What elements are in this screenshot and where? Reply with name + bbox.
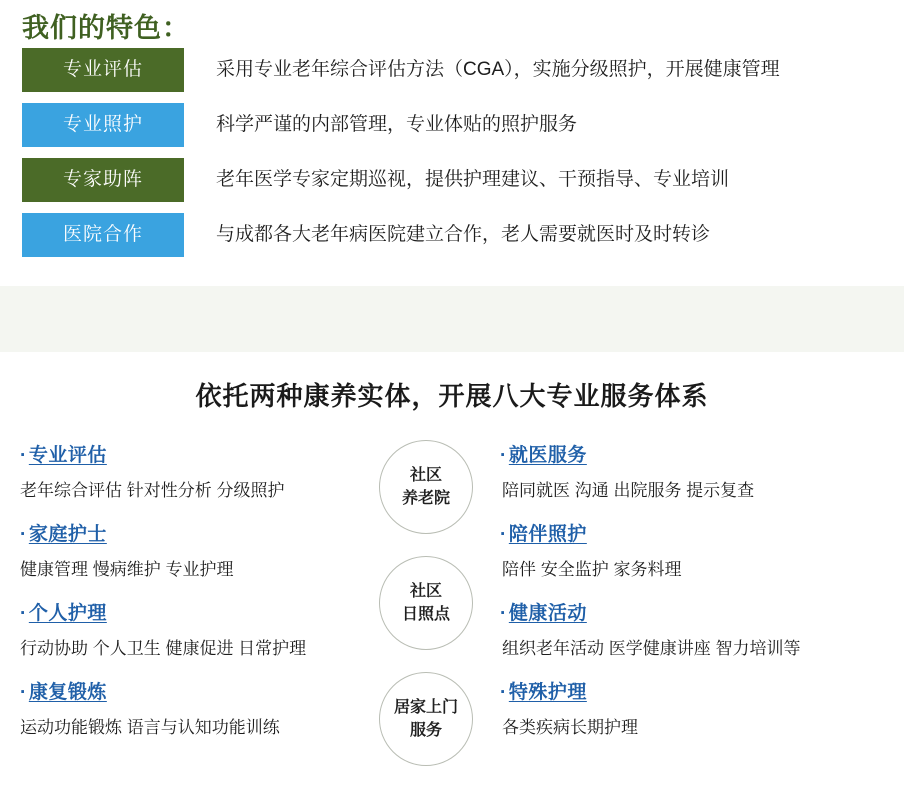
service-items: 陪同就医 沟通 出院服务 提示复查: [502, 481, 755, 500]
feature-row: [22, 213, 882, 268]
entity-line-1: 社区: [409, 466, 442, 484]
entity-circle-column: [379, 440, 479, 788]
bullet-icon: ·: [20, 682, 27, 703]
service-items: 行动协助 个人卫生 健康促进 日常护理: [20, 639, 307, 658]
feature-row: [22, 103, 882, 158]
service-items: 陪伴 安全监护 家务料理: [502, 560, 682, 579]
entity-circle: [379, 440, 473, 534]
service-title: [20, 677, 372, 704]
service-items: 运动功能锻炼 语言与认知功能训练: [20, 718, 280, 737]
service-block: [20, 677, 372, 738]
service-items: 组织老年活动 医学健康讲座 智力培训等: [502, 639, 801, 658]
entity-circle: [379, 672, 473, 766]
service-title: [20, 440, 372, 467]
feature-description: 与成都各大老年病医院建立合作，老人需要就医时及时转诊: [216, 224, 711, 245]
service-title-label: 陪伴照护: [508, 524, 587, 545]
feature-description: 老年医学专家定期巡视，提供护理建议、干预指导、专业培训: [216, 169, 730, 190]
service-title: [20, 519, 372, 546]
bullet-icon: ·: [500, 524, 507, 545]
service-title-label: 康复锻炼: [28, 682, 107, 703]
service-block: [20, 440, 372, 501]
service-block: [20, 519, 372, 580]
bullet-icon: ·: [500, 445, 507, 466]
entity-circle: [379, 556, 473, 650]
service-block: [500, 598, 890, 659]
service-title: [500, 519, 890, 546]
entity-line-2: 服务: [409, 722, 442, 739]
service-title-label: 就医服务: [508, 445, 587, 466]
service-title-label: 家庭护士: [28, 524, 107, 545]
service-title-label: 特殊护理: [508, 682, 587, 703]
service-title: [500, 440, 890, 467]
feature-tag: 专家助阵: [22, 158, 184, 202]
service-column-left: [20, 440, 372, 756]
entity-line-1: 居家上门: [393, 698, 458, 716]
service-block: [500, 519, 890, 580]
services-section: [0, 352, 904, 782]
features-heading: 我们的特色：: [22, 13, 190, 43]
feature-row: [22, 158, 882, 213]
service-title-label: 健康活动: [508, 603, 587, 624]
feature-tag: 专业照护: [22, 103, 184, 147]
bullet-icon: ·: [500, 682, 507, 703]
service-title-label: 个人护理: [28, 603, 107, 624]
feature-description: 采用专业老年综合评估方法（CGA），实施分级照护，开展健康管理: [216, 59, 780, 80]
service-title-label: 专业评估: [28, 445, 107, 466]
service-title: [500, 598, 890, 625]
decorative-band: [0, 286, 904, 352]
services-heading: 依托两种康养实体，开展八大专业服务体系: [195, 381, 709, 411]
service-title: [500, 677, 890, 704]
feature-tag: 专业评估: [22, 48, 184, 92]
feature-description: 科学严谨的内部管理，专业体贴的照护服务: [216, 114, 578, 135]
service-items: 健康管理 慢病维护 专业护理: [20, 560, 234, 579]
entity-line-2: 日照点: [401, 606, 450, 623]
service-block: [500, 440, 890, 501]
feature-tag: 医院合作: [22, 213, 184, 257]
entity-line-1: 社区: [409, 582, 442, 600]
bullet-icon: ·: [20, 445, 27, 466]
service-block: [20, 598, 372, 659]
features-list: [22, 48, 882, 268]
service-items: 各类疾病长期护理: [502, 718, 638, 737]
service-column-right: [500, 440, 890, 756]
service-items: 老年综合评估 针对性分析 分级照护: [20, 481, 285, 500]
bullet-icon: ·: [20, 524, 27, 545]
bullet-icon: ·: [20, 603, 27, 624]
entity-line-2: 养老院: [401, 490, 450, 507]
bullet-icon: ·: [500, 603, 507, 624]
features-section: [0, 0, 904, 352]
service-title: [20, 598, 372, 625]
service-block: [500, 677, 890, 738]
feature-row: [22, 48, 882, 103]
